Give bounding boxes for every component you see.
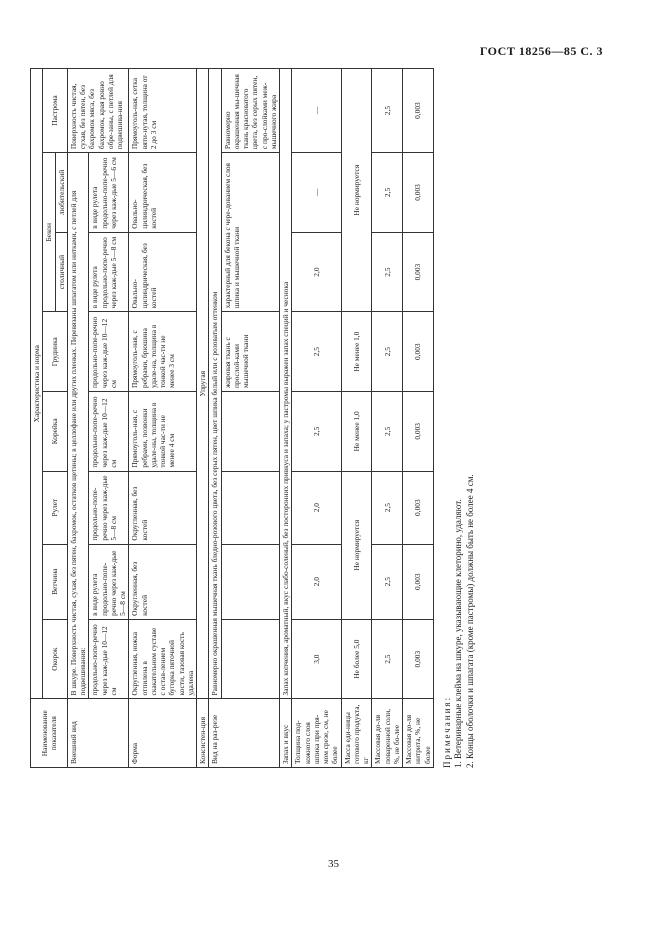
table-cell: Не более 5,0 (341, 619, 372, 699)
table-cell: — (292, 153, 341, 233)
table-cell: 0,003 (403, 69, 434, 153)
table-cell: 2,5 (372, 392, 403, 472)
table-cell: 0,003 (403, 619, 434, 699)
table-cell: 0,003 (403, 153, 434, 233)
table-cell: 3,0 (292, 619, 341, 699)
col-header: Ветчина (43, 544, 68, 619)
table-cell: Прямоуголь-ная, с ребрами, брюшина удале-на, толщина в тонкой час-ти не менее 3 см (129, 312, 197, 392)
table-cell: Не менее 1,0 (341, 392, 372, 472)
table-cell: в виде рулета продольно-попе-речно через каж-дые 5—8 см (89, 232, 129, 312)
row-label: Массовая до-ля поваренной соли, %, не бо-лее (372, 699, 403, 768)
table-cell: 0,003 (403, 392, 434, 472)
table-cell: Не нормируется (341, 69, 372, 312)
table-cell: 2,5 (372, 69, 403, 153)
table-cell: Упругая (197, 69, 209, 699)
table-row (67, 69, 89, 768)
row-label: Массовая до-ля нитрита, %, не более (403, 699, 434, 768)
col-header: Корейка (43, 392, 68, 472)
table-cell: 0,003 (403, 471, 434, 544)
rotated-table-block (30, 68, 640, 768)
table-row (209, 69, 221, 768)
table-row (197, 69, 209, 768)
table-cell: 2,5 (372, 544, 403, 619)
table-cell: продольно-попе-речно через каж-дые 10—12 см (89, 619, 129, 699)
table-cell: Поверхность чистая, сухая, без пятен, без бахромок мяса, без бахромок, края ровно обре-заны, с петлей для подвешива-ния (67, 69, 129, 153)
table-cell: 2,0 (292, 471, 341, 544)
table-row (280, 69, 292, 768)
table-cell: 0,003 (403, 232, 434, 312)
table-row (221, 69, 280, 768)
col-header: любительский (55, 153, 67, 233)
col-name-header: Наименование показателя (31, 699, 68, 768)
table-header-row (43, 69, 55, 768)
table-row (403, 69, 434, 768)
table-cell: Овально-цилиндрическая, без костей (129, 232, 197, 312)
table-cell: Прямоуголь-ная, сетка вяти-нутая, толщина от 2 до 3 см (129, 69, 197, 153)
row-label: Внешний вид (67, 699, 129, 768)
col-header: Окорок (43, 619, 68, 699)
row-label: Масса еди-ницы готового продукта, кг (341, 699, 372, 768)
row-label: Толщина под-кожного слоя шпика при пря-мом срезе, см, не более (292, 699, 341, 768)
table-cell: продольно-попе-речно через каж-дые 10—12 см (89, 312, 129, 392)
col-header: Грудинка (43, 312, 68, 392)
table-cell: 2,5 (372, 153, 403, 233)
table-cell: Не менее 1,0 (341, 312, 372, 392)
page-number: 35 (328, 858, 339, 870)
table-cell: 2,5 (372, 471, 403, 544)
row-label: Вид на раз-резе (209, 699, 280, 768)
characteristics-table (30, 68, 434, 768)
table-cell: жировая ткань с прослой-ками мышечной ткани (221, 312, 280, 392)
col-header: столичный (55, 232, 67, 312)
row-label: Запах и вкус (280, 699, 292, 768)
table-cell: Равномерно окрашенная мышечная ткань бледно-розового цвета, без серых пятен, цвет шпика белый или с розоватым оттенком (209, 69, 221, 699)
table-header-row (31, 69, 43, 768)
table-row (372, 69, 403, 768)
table-row (292, 69, 341, 768)
table-cell: Округленная, без костей (129, 544, 197, 619)
col-header: Рулет (43, 471, 68, 544)
table-cell: 2,0 (292, 232, 341, 312)
note-item: 2. Концы оболочки и шпагата (кроме пастромы) должны быть не более 4 см. (465, 474, 476, 768)
table-cell: продольно-попе-речно через каж-дые 10—12 см (89, 392, 129, 472)
table-cell: Округленная, без костей (129, 471, 197, 544)
table-cell: Равномерно окрашенная мы-шечная ткань красноватого цвета, без серых пятен, с про-слойками меж-мышечного жира (221, 69, 280, 153)
notes-heading: Примечания: (441, 695, 452, 768)
col-header: Пастрома (43, 69, 68, 153)
table-row (341, 69, 372, 768)
table-cell: Прямоуголь-ная, с ребрами, позвонки удале-ны, толщина в тонкой час-ти не менее 4 см (129, 392, 197, 472)
table-cell: 0,003 (403, 544, 434, 619)
table-cell: 2,5 (372, 232, 403, 312)
table-cell: В шкуре. Поверхность чистая, сухая, без пятен, бахромок, остатков щетины; в целлофане или других пленках. Перевязаны шпагатом или нитками, с петлей для подвешивания: (67, 153, 89, 699)
bekon-header: Бекон (43, 153, 55, 312)
note-item: 1. Ветеринарные клейма на шкуре, указывающие клеторино, удаляют. (453, 499, 464, 768)
table-cell: 2,5 (292, 392, 341, 472)
table-cell: Запах копчения, ароматный, вкус слабо-соленый, без посторонних привкуса и запаха; у пастромы выражен запах специй и чеснока (280, 69, 292, 699)
table-cell: 2,5 (372, 619, 403, 699)
row-label: Форма (129, 699, 197, 768)
notes (442, 68, 477, 768)
table-cell: в виде рулета продольно-попе-речно через каж-дые 5—8 см (89, 544, 129, 619)
table-row (129, 69, 197, 768)
table-cell: в виде рулета продольно-попе-речно через каж-дые 5—6 см (89, 153, 129, 233)
table-cell: продольно-попе-речно через каж-дые 5—8 см (89, 471, 129, 544)
table-cell: 0,003 (403, 312, 434, 392)
table-cell: Не нормируется (341, 471, 372, 619)
table-cell: Овально-цилиндрическая, без костей (129, 153, 197, 233)
table-cell: Округленная, ножка отпилена в скакательном суставе с остав-лением бугорка пяточной кости, тазовая кость удалена (129, 619, 197, 699)
table-cell: — (292, 69, 341, 153)
table-cell: характерный для бекона с чере-дованием слоя шпика и мышечной ткани (221, 153, 280, 312)
document-header: ГОСТ 18256—85 С. 3 (479, 44, 603, 58)
group-header: Характеристика и норма (31, 69, 43, 699)
table-cell: 2,5 (292, 312, 341, 392)
table-cell: 2,5 (372, 312, 403, 392)
row-label: Консистен-ция (197, 699, 209, 768)
table-row (89, 69, 129, 768)
table-cell: 2,0 (292, 544, 341, 619)
